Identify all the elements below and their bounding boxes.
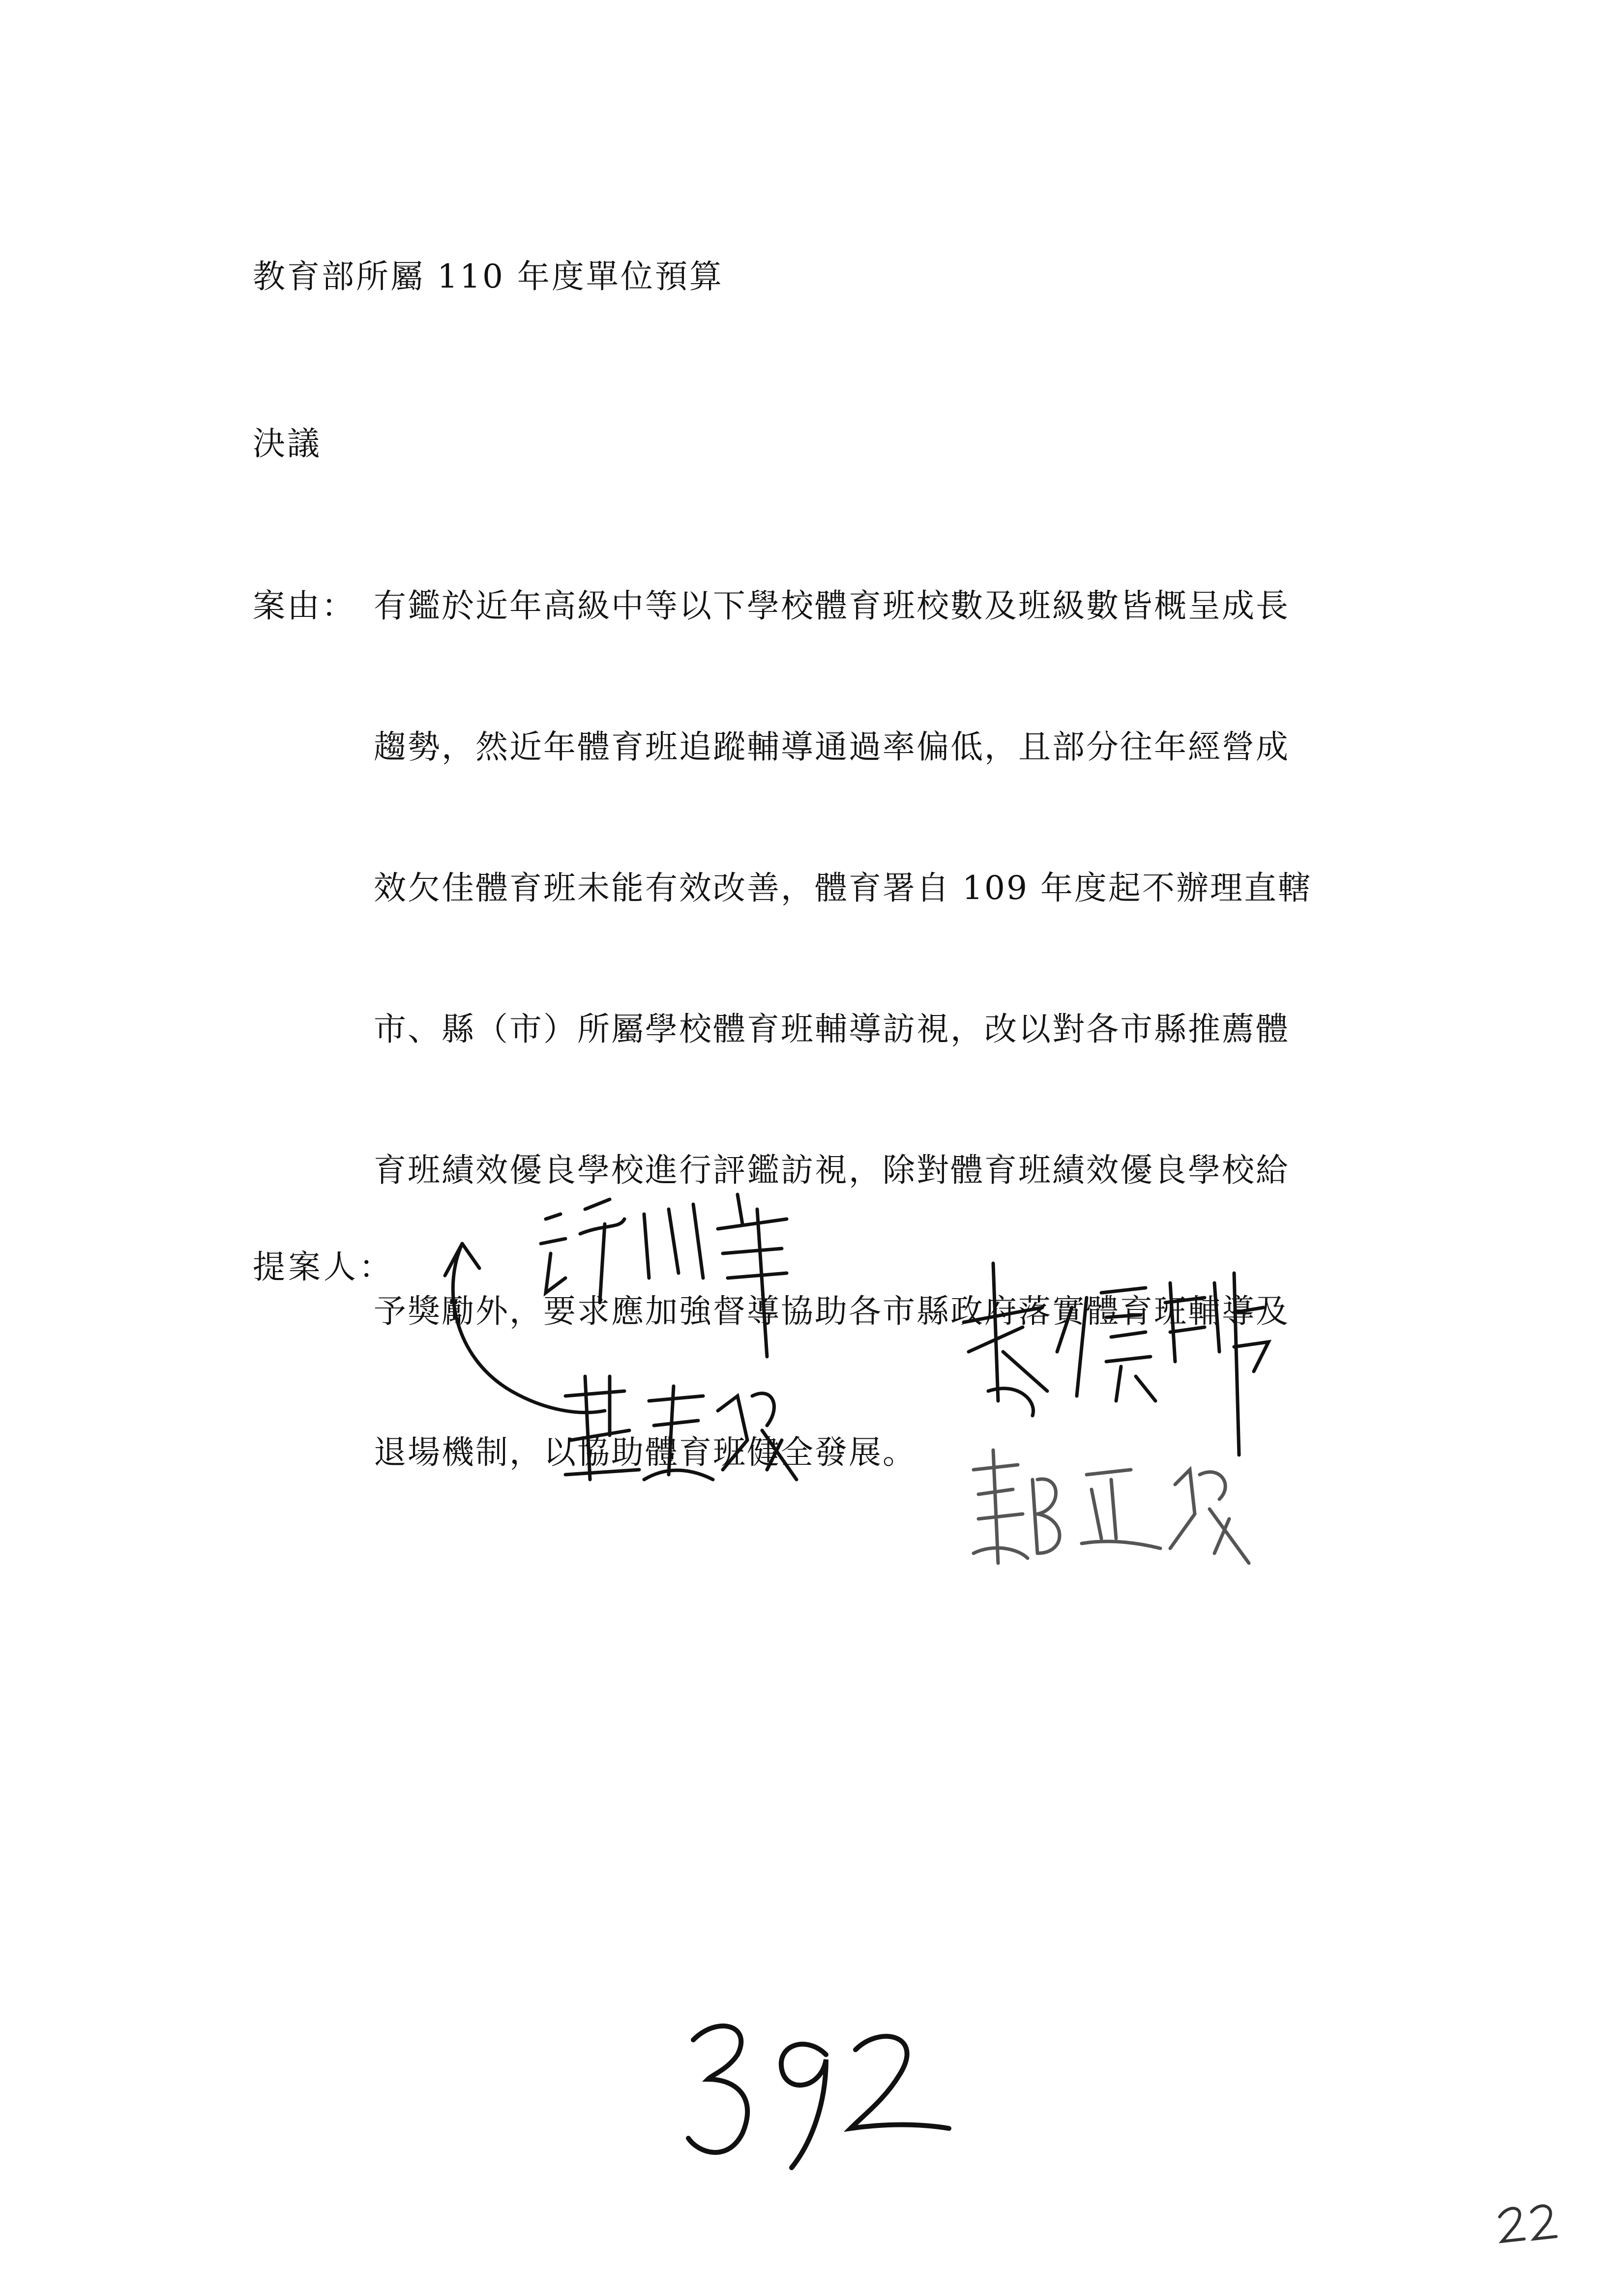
resolution-label: 決議 — [253, 425, 322, 463]
case-line: 退場機制，以協助體育班健全發展。 — [374, 1433, 916, 1471]
signature-3 — [959, 1253, 1273, 1462]
case-line: 市、縣（市）所屬學校體育班輔導訪視，改以對各市縣推薦體 — [374, 1010, 1290, 1048]
signature-2 — [556, 1366, 811, 1496]
signature-1 — [531, 1180, 806, 1368]
case-line: 趨勢，然近年體育班追蹤輔導通過率偏低，且部分往年經營成 — [374, 728, 1290, 766]
case-line: 予獎勵外，要求應加強督導協助各市縣政府落實體育班輔導及 — [374, 1292, 1290, 1330]
case-line: 育班績效優良學校進行評鑑訪視，除對體育班績效優良學校給 — [374, 1151, 1290, 1189]
case-line: 有鑑於近年高級中等以下學校體育班校數及班級數皆概呈成長 — [374, 587, 1290, 625]
case-label: 案由： — [253, 587, 356, 625]
case-line: 效欠佳體育班未能有效改善，體育署自 109 年度起不辦理直轄 — [374, 869, 1312, 907]
handwritten-page-number — [679, 2005, 954, 2175]
corner-mark — [1495, 2197, 1564, 2253]
signature-4 — [964, 1440, 1259, 1580]
document-title: 教育部所屬 110 年度單位預算 — [253, 258, 724, 295]
proposer-label: 提案人： — [253, 1248, 394, 1286]
